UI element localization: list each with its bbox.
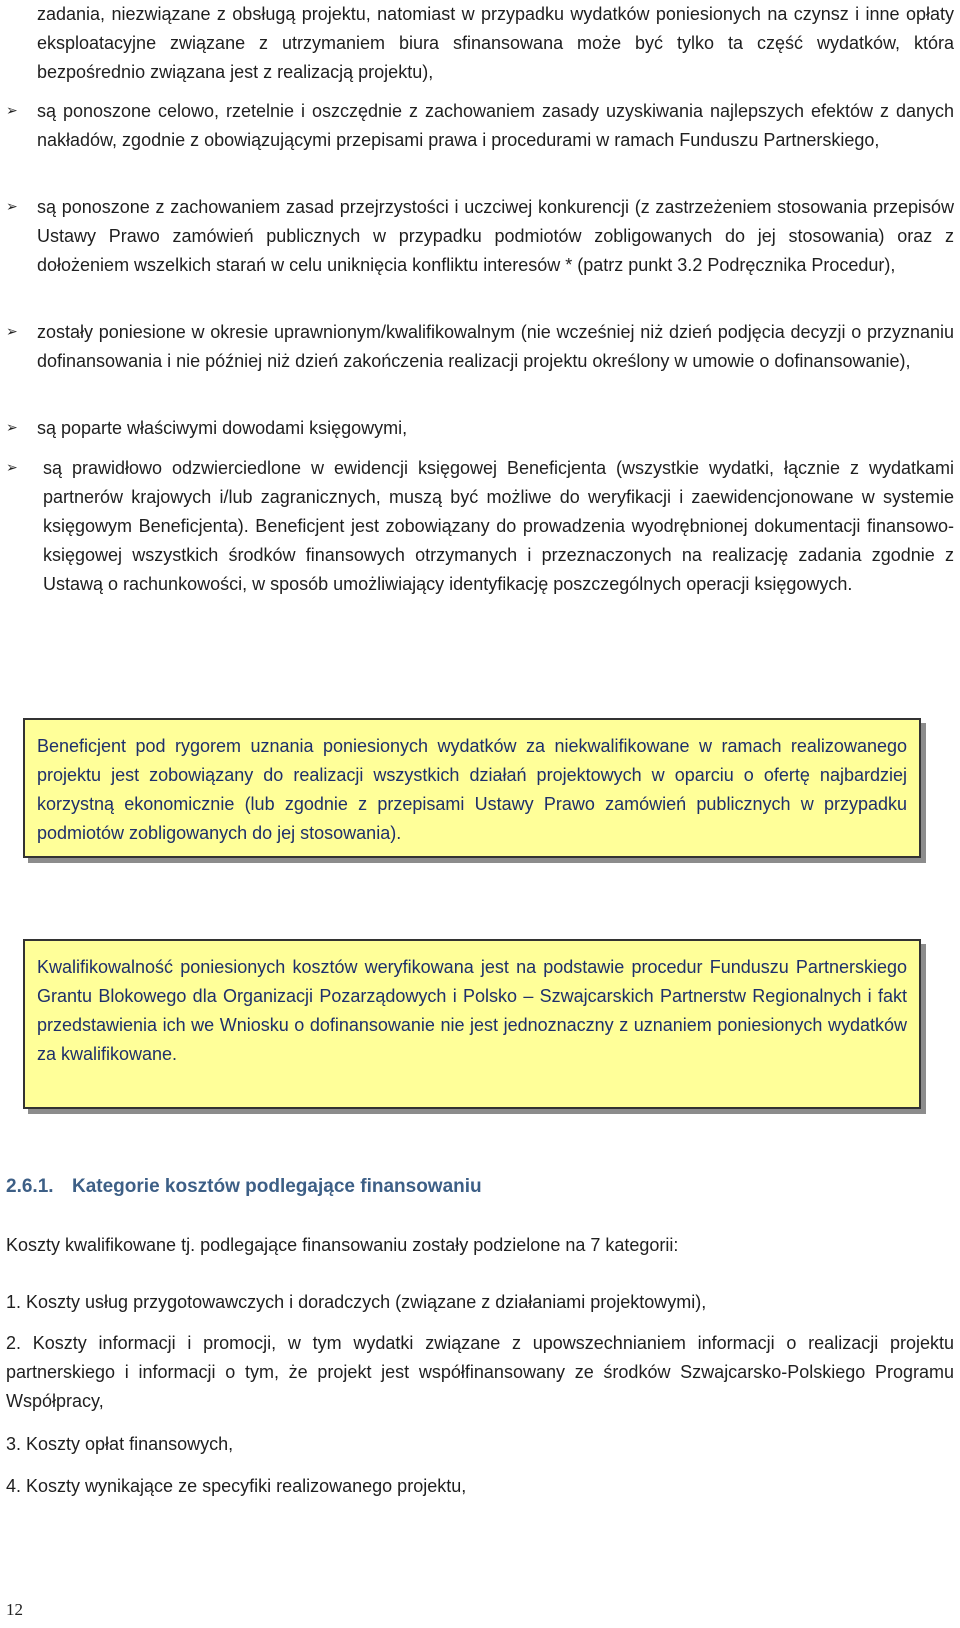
category-item-4: 4. Koszty wynikające ze specyfiki realizowanego projektu, [6, 1476, 467, 1496]
bullet-text: są prawidłowo odzwierciedlone w ewidencji księgowej Beneficjenta (wszystkie wydatki, łącznie z wydatkami partnerów krajowych i/lub zagranicznych, muszą być możliwe do weryfikacji i zaewidencjonowane w systemie księgowym Beneficjenta). Beneficjent jest zobowiązany do prowadzenia wyodrębnionej dokumentacji finansowo-księgowej wszystkich środków finansowych otrzymanych i przeznaczonych na realizację zadania zgodnie z Ustawą o rachunkowości, w sposób umożliwiający identyfikację poszczególnych operacji księgowych. [43, 458, 954, 594]
callout-box-procurement [23, 718, 921, 858]
bullet-text: są ponoszone celowo, rzetelnie i oszczędnie z zachowaniem zasady uzyskiwania najlepszych efektów z danych nakładów, zgodnie z obowiązującymi przepisami prawa i procedurami w ramach Funduszu Partnerskiego, [37, 101, 954, 150]
category-item-1: 1. Koszty usług przygotowawczych i doradczych (związane z działaniami projektowymi), [6, 1292, 707, 1312]
bullet-text: zostały poniesione w okresie uprawnionym/kwalifikowalnym (nie wcześniej niż dzień podjęcia decyzji o przyznaniu dofinansowania i nie później niż dzień zakończenia realizacji projektu określony w umowie o dofinansowanie), [37, 322, 954, 371]
callout-box-eligibility [23, 939, 921, 1109]
categories-intro: Koszty kwalifikowane tj. podlegające finansowaniu zostały podzielone na 7 kategorii: [6, 1235, 679, 1255]
bullet-text: są ponoszone z zachowaniem zasad przejrzystości i uczciwej konkurencji (z zastrzeżeniem stosowania przepisów Ustawy Prawo zamówień publicznych w przypadku podmiotów zobligowanych do jej stosowania) oraz z dołożeniem wszelkich starań w celu uniknięcia konfliktu interesów * (patrz punkt 3.2 Podręcznika Procedur), [37, 197, 954, 275]
category-item-2: 2. Koszty informacji i promocji, w tym wydatki związane z upowszechnianiem informacji o realizacji projektu partnerskiego i informacji o tym, że projekt jest współfinansowany ze środków Szwajcarsko-Polskiego Programu Współpracy, [6, 1333, 954, 1411]
section-number: 2.6.1. [6, 1176, 54, 1197]
arrowhead-bullet-icon: ➢ [6, 324, 18, 340]
section-heading [6, 1172, 482, 1201]
category-item-3: 3. Koszty opłat finansowych, [6, 1434, 234, 1454]
intro-paragraph: zadania, niezwiązane z obsługą projektu, natomiast w przypadku wydatków poniesionych na czynsz i inne opłaty eksploatacyjne związane z utrzymaniem biura sfinansowana może być tylko ta część wydatków, która bezpośrednio związana jest z realizacją projektu), [37, 4, 954, 82]
arrowhead-bullet-icon: ➢ [6, 199, 18, 215]
arrowhead-bullet-icon: ➢ [6, 460, 18, 476]
section-title: Kategorie kosztów podlegające finansowaniu [72, 1176, 482, 1197]
callout-text: Kwalifikowalność poniesionych kosztów weryfikowana jest na podstawie procedur Funduszu Partnerskiego Grantu Blokowego dla Organizacji Pozarządowych i Polsko – Szwajcarskich Partnerstw Regionalnych i fakt przedstawienia ich we Wniosku o dofinansowanie nie jest jednoznaczny z uznaniem poniesionych wydatków za kwalifikowane. [37, 957, 907, 1064]
bullet-text: są poparte właściwymi dowodami księgowymi, [37, 418, 408, 438]
arrowhead-bullet-icon: ➢ [6, 420, 18, 436]
arrowhead-bullet-icon: ➢ [6, 103, 18, 119]
callout-text: Beneficjent pod rygorem uznania poniesionych wydatków za niekwalifikowane w ramach realizowanego projektu jest zobowiązany do realizacji wszystkich działań projektowych w oparciu o ofertę najbardziej korzystną ekonomicznie (lub zgodnie z przepisami Ustawy Prawo zamówień publicznych w przypadku podmiotów zobligowanych do jej stosowania). [37, 736, 907, 843]
page-number: 12 [6, 1600, 23, 1619]
